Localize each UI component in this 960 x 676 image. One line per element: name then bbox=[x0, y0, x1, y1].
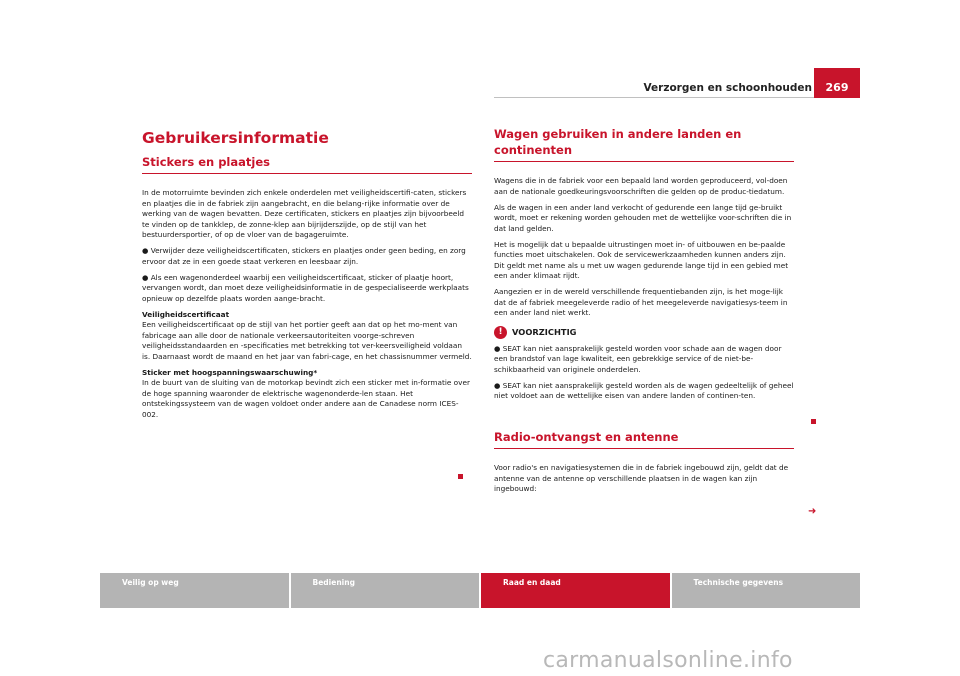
section-title-radio: Radio-ontvangst en antenne bbox=[494, 429, 794, 449]
subheading-certificate: Veiligheidscertificaat bbox=[142, 309, 230, 319]
end-of-section-icon bbox=[458, 474, 463, 479]
left-column bbox=[142, 128, 472, 426]
certificate-paragraph: Een veiligheidscertificaat op de stijl van het portier geeft aan dat op het mo-ment van fabricage aan alle door de nationale verkeersautoriteiten voorge-schreven veiligheidsstandaarden en -specificaties met betrekking tot ver-keersveiligheid voldaan is. Daarnaast wordt de maand en het jaar van fabri-cage, en het chassisnummer vermeld. bbox=[142, 320, 472, 361]
section-title-stickers: Stickers en plaatjes bbox=[142, 154, 472, 174]
intro-paragraph: In de motorruimte bevinden zich enkele onderdelen met veiligheidscertifi-caten, stickers en plaatjes die in de fabriek zijn aangebracht, en die belang-rijke informatie over de werking van de wagen bevatten. Deze certificaten, stickers en plaatjes zijn bijvoorbeeld te vinden op de tankklep, de zonne-klep aan bijrijderszijde, op de stijl van het bestuurdersportier, of op de vloer van de bagageruimte. bbox=[142, 188, 467, 239]
footer-tab-operation[interactable]: Bediening bbox=[291, 573, 480, 608]
paragraph: Aangezien er in de wereld verschillende frequentiebanden zijn, is het moge-lijk dat de af fabriek meegeleverde radio of het meegeleverde navigatiesys-teem in een ander land niet werkt. bbox=[494, 287, 788, 317]
section-title-other-countries: Wagen gebruiken in andere landen en continenten bbox=[494, 126, 794, 162]
bullet-dot-icon: ● bbox=[142, 246, 151, 255]
bullet-item: ● Als een wagenonderdeel waarbij een veiligheidscertificaat, sticker of plaatje hoort, vervangen wordt, dan moet deze veiligheidsinformatie in de gespecialiseerde werkplaats opnieuw op dezelfde plaats worden aange-bracht. bbox=[142, 272, 469, 303]
page-number: 269 bbox=[825, 81, 849, 94]
footer-tab-technical[interactable]: Technische gegevens bbox=[672, 573, 861, 608]
warning-label: VOORZICHTIG bbox=[512, 326, 577, 337]
bullet-dot-icon: ● bbox=[494, 380, 503, 390]
footer-nav bbox=[100, 573, 860, 608]
footer-tab-advice[interactable]: Raad en daad bbox=[481, 573, 670, 608]
warning-bullet: ● SEAT kan niet aansprakelijk gesteld worden als de wagen gedeeltelijk of geheel niet voldoet aan de wettelijke eisen van andere landen of continen-ten. bbox=[494, 380, 794, 400]
page-header-title: Verzorgen en schoonhouden bbox=[643, 82, 812, 94]
exclamation-icon: ! bbox=[494, 326, 507, 339]
end-of-section-icon bbox=[811, 419, 816, 424]
right-column bbox=[494, 126, 794, 500]
main-title: Gebruikersinformatie bbox=[142, 129, 329, 147]
bullet-dot-icon: ● bbox=[142, 272, 151, 282]
high-voltage-paragraph: In de buurt van de sluiting van de motorkap bevindt zich een sticker met in-formatie over de hoge spanning waaronder de elektrische wagenonderde-len staan. Het ontstekingssysteem van de wagen voldoet onder andere aan de Canadese norm ICES-002. bbox=[142, 378, 470, 419]
radio-paragraph: Voor radio's en navigatiesystemen die in de fabriek ingebouwd zijn, geldt dat de antenne van de antenne op verschillende plaatsen in de wagen kan zijn ingebouwd: bbox=[494, 463, 789, 493]
bullet-dot-icon: ● bbox=[494, 343, 503, 353]
subheading-high-voltage: Sticker met hoogspanningswaarschuwing* bbox=[142, 367, 318, 377]
continue-arrow-icon: ➜ bbox=[808, 506, 817, 517]
watermark: carmanualsonline.info bbox=[543, 648, 793, 673]
warning-heading bbox=[494, 326, 794, 339]
paragraph: Wagens die in de fabriek voor een bepaald land worden geproduceerd, vol-doen aan de nationale goedkeuringsvoorschriften die gelden op de produc-tiedatum. bbox=[494, 176, 788, 196]
paragraph: Als de wagen in een ander land verkocht of gedurende een lange tijd ge-bruikt wordt, moet er rekening worden gehouden met de wettelijke voor-schriften die in dat land gelden. bbox=[494, 202, 792, 233]
page-number-box bbox=[814, 68, 860, 98]
footer-tab-safety[interactable]: Veilig op weg bbox=[100, 573, 289, 608]
warning-bullet: ● SEAT kan niet aansprakelijk gesteld worden voor schade aan de wagen door een brandstof van lage kwaliteit, een gebrekkige service of de niet-be-schikbaarheid van originele onderdelen. bbox=[494, 343, 782, 374]
bullet-item: ● Verwijder deze veiligheidscertificaten, stickers en plaatjes onder geen beding, en zorg ervoor dat ze in een goede staat verkeren en leesbaar zijn. bbox=[142, 246, 466, 266]
header-rule bbox=[494, 97, 814, 98]
paragraph: Het is mogelijk dat u bepaalde uitrustingen moet in- of uitbouwen en be-paalde functies moet uitschakelen. Ook de servicewerkzaamheden kunnen anders zijn. Dit geldt met name als u met uw wagen gedurende lange tijd in een gebied met een ander klimaat rijdt. bbox=[494, 239, 789, 280]
